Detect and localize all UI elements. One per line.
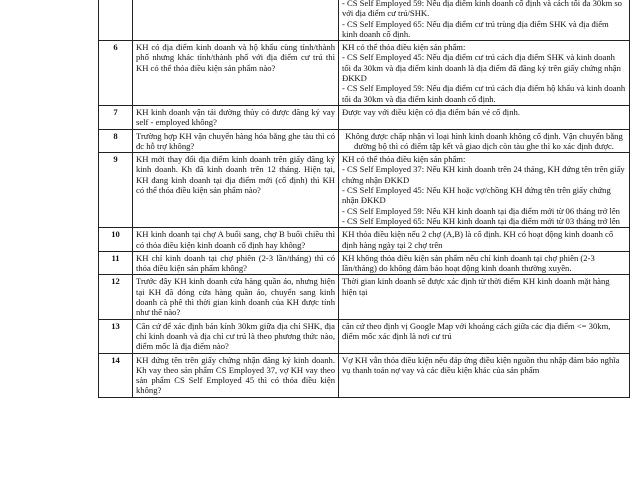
table-row xyxy=(99,0,630,41)
table-row xyxy=(99,353,630,397)
row-number xyxy=(99,0,133,41)
answer-line: KH có thể thỏa điều kiện sản phẩm: xyxy=(342,154,466,165)
question-cell xyxy=(133,0,339,41)
answer-line: - CS Self Employed 37: Nếu KH kinh doanh trên 24 tháng, KH đứng tên trên giấy chứng nhận ĐKKD xyxy=(342,164,627,185)
faq-table xyxy=(98,0,630,398)
question-cell: Trường hợp KH vận chuyển hàng hóa bằng ghe tàu thì có đc hỗ trợ không? xyxy=(133,129,339,153)
row-number: 13 xyxy=(99,319,133,353)
answer-line: Được vay với điều kiện có địa điểm bán vé cố định. xyxy=(342,106,520,117)
answer-cell xyxy=(339,353,630,397)
row-number: 8 xyxy=(99,129,133,153)
table-row xyxy=(99,251,630,275)
question-cell: KH có địa điểm kinh doanh và hộ khẩu cùng tỉnh/thành phố nhưng khác tỉnh/thành phố với địa điểm cư trú thì KH có thể thỏa điều kiện sản phẩm nào? xyxy=(133,41,339,106)
table-row xyxy=(99,41,630,106)
table-row xyxy=(99,105,630,129)
question-cell: KH chỉ kinh doanh tại chợ phiên (2-3 lần/tháng) thì có thỏa điều kiện sản phẩm không? xyxy=(133,251,339,275)
table-row xyxy=(99,129,630,153)
table-row xyxy=(99,319,630,353)
table-row xyxy=(99,228,630,252)
question-cell: KH mới thay đổi địa điểm kinh doanh trên giấy đăng ký kinh doanh. Kh đã kinh doanh trên 12 tháng. Hiện tại, KH đang kinh doanh tại địa điểm mới (cố định) thì KH có thể thỏa điều kiện sản phẩm nào? xyxy=(133,153,339,228)
answer-cell xyxy=(339,129,630,153)
row-number: 9 xyxy=(99,153,133,228)
answer-line: - CS Self Employed 59: Nếu địa điểm kinh doanh cố định và cách tối đa 30km so với địa điểm cư trú/SHK. xyxy=(342,0,625,19)
faq-table-body xyxy=(99,0,630,397)
answer-cell xyxy=(339,41,630,106)
answer-line: KH thỏa điều kiện nếu 2 chợ (A,B) là cố định. KH có hoạt động kinh doanh cố định hàng ngày tại 2 chợ trên xyxy=(342,229,616,250)
row-number: 10 xyxy=(99,228,133,252)
answer-line: - CS Self Employed 59: Nếu địa điểm cư trú cách địa điểm hộ khẩu và kinh doanh tối đa 30km và địa điểm kinh doanh cố định. xyxy=(342,83,628,104)
answer-line: Thời gian kinh doanh sẽ được xác định từ thời điểm KH kinh doanh mặt hàng hiện tại xyxy=(342,276,612,297)
answer-cell xyxy=(339,105,630,129)
answer-cell xyxy=(339,275,630,319)
answer-cell xyxy=(339,0,630,41)
question-cell: KH kinh doanh tại chợ A buổi sang, chợ B buổi chiều thì có thỏa điều kiện kinh doanh cố định hay không? xyxy=(133,228,339,252)
answer-cell xyxy=(339,153,630,228)
answer-line: KH không thỏa điều kiện sản phẩm nếu chỉ kinh doanh tại chợ phiên (2-3 lần/tháng) do không đảm bảo hoạt động kinh doanh thường xuyên. xyxy=(342,252,597,274)
answer-cell xyxy=(339,319,630,353)
row-number: 14 xyxy=(99,353,133,397)
answer-line: căn cứ theo định vị Google Map với khoảng cách giữa các địa điểm <= 30km, điểm mốc xác định là nơi cư trú xyxy=(342,320,613,341)
question-cell: Căn cứ để xác định bán kính 30km giữa địa chỉ SHK, địa chỉ kinh doanh và địa chỉ cư trú là theo phương thức nào, điểm mốc là địa điểm nào? xyxy=(133,319,339,353)
answer-line: Vợ KH vẫn thỏa điều kiện nếu đáp ứng điều kiện nguồn thu nhập đảm bảo nghĩa vụ thanh toán nợ vay và các điều kiện khác của sản phẩm xyxy=(342,354,622,375)
answer-line: - CS Self Employed 45: Nếu KH hoặc vợ/chồng KH đứng tên trên giấy chứng nhận ĐKKD xyxy=(342,185,613,206)
answer-line: - CS Self Employed 59: Nếu KH kinh doanh tại địa điểm mới từ 06 tháng trở lên xyxy=(342,205,620,216)
question-cell: Trước đây KH kinh doanh cửa hàng quần áo, nhưng hiện tại KH đã đóng cửa hàng quần áo, chuyển sang kinh doanh cà phê thì thời gian kinh doanh của KH được tính như thế nào? xyxy=(133,275,339,319)
table-row xyxy=(99,153,630,228)
answer-cell xyxy=(339,251,630,275)
answer-line: KH có thể thỏa điều kiện sản phẩm: xyxy=(342,42,466,53)
answer-line: - CS Self Employed 45: Nếu địa điểm cư trú cách địa điểm SHK và kinh doanh tối đa 30km và địa điểm kinh doanh là địa điểm đã đăng ký trên giấy chứng nhận ĐKKD xyxy=(342,52,624,84)
row-number: 6 xyxy=(99,41,133,106)
answer-line: Không được chấp nhận vì loại hình kinh doanh không cố định. Vận chuyển bằng đường bộ thì có điểm tập kết và giao dịch còn tàu ghe thì ko xác định được. xyxy=(345,130,625,151)
row-number: 7 xyxy=(99,105,133,129)
row-number: 12 xyxy=(99,275,133,319)
answer-cell xyxy=(339,228,630,252)
row-number: 11 xyxy=(99,251,133,275)
question-cell: KH kinh doanh vận tải đường thủy có được đăng ký vay self - employed không? xyxy=(133,105,339,129)
answer-line: - CS Self Employed 65: Nếu KH kinh doanh tại địa điểm mới từ 03 tháng trở lên xyxy=(342,215,620,226)
answer-line: - CS Self Employed 65: Nếu địa điểm cư trú trùng địa điểm SHK và địa điểm kinh doanh cố định. xyxy=(342,18,611,39)
question-cell: KH đứng tên trên giấy chứng nhận đăng ký kinh doanh. Kh vay theo sản phẩm CS Employed 37, vợ KH vay theo sản phẩm CS Self Employed 45 thì có thỏa điều kiện không? xyxy=(133,353,339,397)
table-row xyxy=(99,275,630,319)
